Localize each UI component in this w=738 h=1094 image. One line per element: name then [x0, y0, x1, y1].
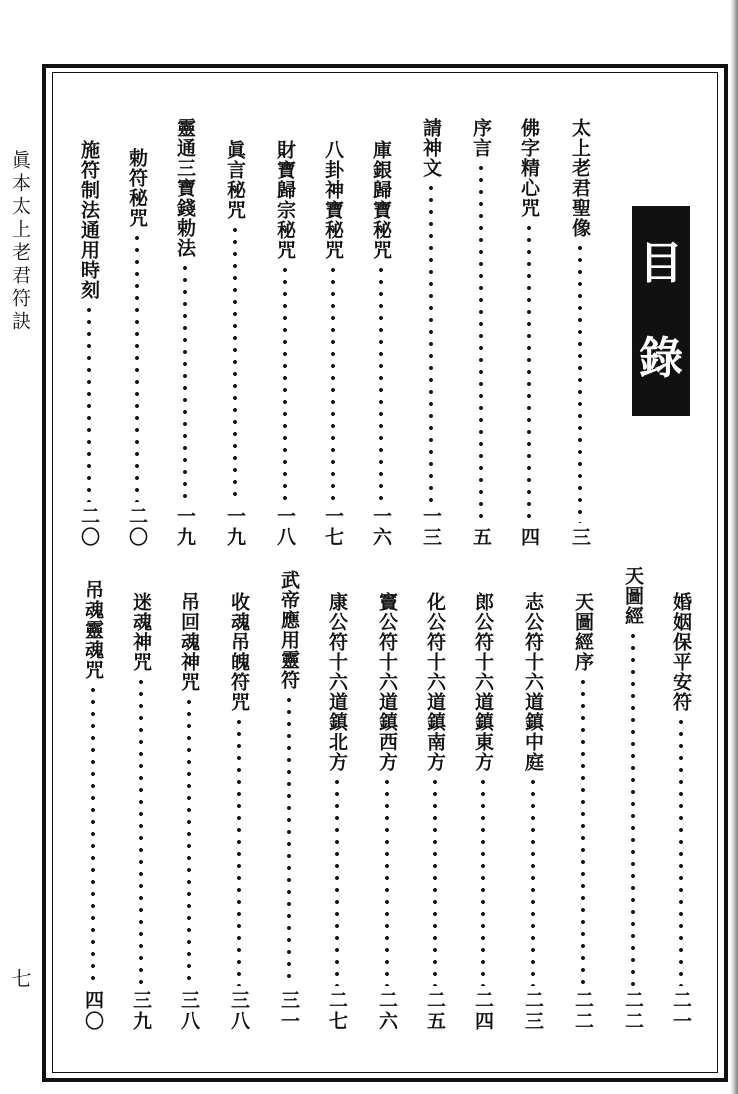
toc-entry-name: 眞言秘咒	[224, 140, 246, 220]
toc-entry[interactable]	[565, 118, 595, 548]
toc-entry[interactable]	[666, 592, 696, 1032]
toc-entry[interactable]	[618, 566, 648, 1032]
leader-dots	[287, 694, 291, 986]
toc-entry[interactable]	[322, 592, 352, 1032]
toc-entry-page: 三一	[278, 990, 300, 1032]
leader-dots	[91, 684, 95, 986]
toc-entry[interactable]	[366, 140, 396, 548]
toc-entry-page: 一九	[224, 506, 246, 548]
toc-entry-page: 三	[569, 527, 591, 548]
toc-entry-page: 一七	[322, 506, 344, 548]
toc-entry-page: 二〇	[78, 506, 100, 548]
toc-entry[interactable]	[420, 592, 450, 1032]
leader-dots	[531, 776, 535, 986]
leader-dots	[429, 182, 433, 502]
toc-entry[interactable]	[220, 140, 250, 548]
toc-entry-name: 序言	[470, 118, 492, 158]
toc-entry-name: 收魂吊魄符咒	[228, 592, 250, 712]
toc-entry-page: 二三	[522, 990, 544, 1032]
toc-entry[interactable]	[74, 140, 104, 548]
leader-dots	[135, 232, 139, 502]
toc-entry-name: 婚姻保平安符	[670, 592, 692, 712]
toc-entry-page: 二一	[670, 990, 692, 1032]
leader-dots	[233, 224, 237, 502]
leader-dots	[335, 776, 339, 986]
toc-entry-name: 康公符十六道鎮北方	[326, 592, 348, 772]
toc-entry-name: 志公符十六道鎮中庭	[522, 592, 544, 772]
toc-entry[interactable]	[514, 118, 544, 548]
toc-entry-name: 請神文	[420, 118, 442, 178]
toc-entry-name: 財寶歸宗秘咒	[274, 140, 296, 260]
toc-entry-name: 八卦神寶秘咒	[322, 140, 344, 260]
toc-entry[interactable]	[518, 592, 548, 1032]
running-title: 眞本太上老君符訣	[9, 150, 31, 334]
toc-entry-name: 太上老君聖像	[569, 118, 591, 238]
leader-dots	[527, 222, 531, 523]
toc-entry-name: 施符制法通用時刻	[78, 140, 100, 300]
toc-entry-name: 勅符秘咒	[126, 148, 148, 228]
toc-entry-page: 三八	[228, 990, 250, 1032]
toc-entry-page: 三八	[178, 990, 200, 1032]
toc-entry-name: 庫銀歸寶秘咒	[370, 140, 392, 260]
scan-edge-shadow	[730, 0, 738, 1094]
leader-dots	[479, 162, 483, 523]
toc-entry[interactable]	[568, 592, 598, 1032]
leader-dots	[679, 716, 683, 986]
toc-entry[interactable]	[122, 148, 152, 548]
leader-dots	[187, 696, 191, 986]
toc-entry[interactable]	[78, 580, 108, 1032]
toc-entry-page: 三九	[130, 990, 152, 1032]
toc-entry-page: 二二	[622, 990, 644, 1032]
leader-dots	[581, 676, 585, 986]
toc-entry-page: 二五	[424, 990, 446, 1032]
toc-entry[interactable]	[170, 118, 200, 548]
toc-entry-page: 一三	[420, 506, 442, 548]
toc-entry-name: 竇公符十六道鎮西方	[376, 592, 398, 772]
toc-entry-page: 一九	[174, 506, 196, 548]
leader-dots	[283, 264, 287, 502]
toc-entry-page: 五	[470, 527, 492, 548]
page-number: 七	[8, 968, 32, 988]
toc-entry-page: 二七	[326, 990, 348, 1032]
toc-entry-page: 一八	[274, 506, 296, 548]
toc-entry[interactable]	[468, 592, 498, 1032]
toc-entry-name: 靈通三寶錢勅法	[174, 118, 196, 258]
toc-entry-page: 四	[518, 527, 540, 548]
toc-entry-name: 佛字精心咒	[518, 118, 540, 218]
leader-dots	[331, 264, 335, 502]
toc-entry[interactable]	[270, 140, 300, 548]
toc-entry[interactable]	[372, 592, 402, 1032]
leader-dots	[139, 676, 143, 986]
leader-dots	[481, 776, 485, 986]
toc-title	[632, 206, 690, 416]
toc-entry-page: 二四	[472, 990, 494, 1032]
toc-entry-name: 化公符十六道鎮南方	[424, 592, 446, 772]
leader-dots	[237, 716, 241, 986]
toc-entry-name: 迷魂神咒	[130, 592, 152, 672]
toc-entry[interactable]	[174, 592, 204, 1032]
toc-title-char-1: 目	[639, 237, 683, 289]
toc-entry-name: 武帝應用靈符	[278, 570, 300, 690]
leader-dots	[631, 630, 635, 986]
toc-entry-page: 二六	[376, 990, 398, 1032]
toc-entry-name: 天圖經	[622, 566, 644, 626]
toc-entry-page: 一六	[370, 506, 392, 548]
toc-entry-name: 吊魂靈魂咒	[82, 580, 104, 680]
leader-dots	[379, 264, 383, 502]
toc-entry-page: 二〇	[126, 506, 148, 548]
leader-dots	[433, 776, 437, 986]
toc-entry[interactable]	[466, 118, 496, 548]
toc-entry-name: 天圖經序	[572, 592, 594, 672]
leader-dots	[183, 262, 187, 502]
toc-entry-page: 四〇	[82, 990, 104, 1032]
toc-entry-name: 吊回魂神咒	[178, 592, 200, 692]
toc-entry-page: 二二	[572, 990, 594, 1032]
toc-title-char-2: 錄	[639, 332, 683, 384]
toc-entry[interactable]	[416, 118, 446, 548]
leader-dots	[385, 776, 389, 986]
toc-entry[interactable]	[224, 592, 254, 1032]
toc-entry-name: 郎公符十六道鎮東方	[472, 592, 494, 772]
toc-entry[interactable]	[126, 592, 156, 1032]
toc-entry[interactable]	[318, 140, 348, 548]
leader-dots	[578, 242, 582, 523]
toc-entry[interactable]	[274, 570, 304, 1032]
leader-dots	[87, 304, 91, 502]
